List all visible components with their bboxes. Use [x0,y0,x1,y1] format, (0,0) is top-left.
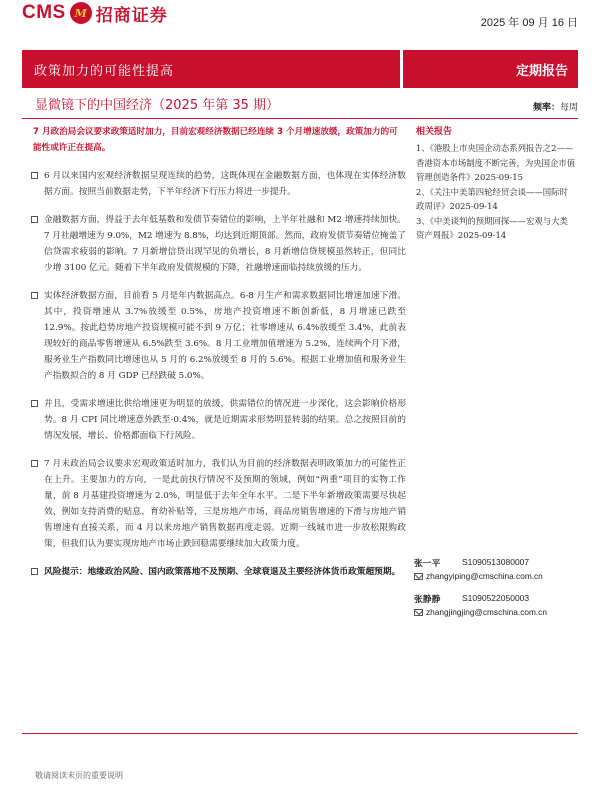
analyst-cert-number: S1090522050003 [462,593,530,603]
company-logo [22,0,168,26]
report-title: 政策加力的可能性提高 [34,64,175,79]
bottom-divider [22,733,578,734]
frequency [533,100,578,113]
analyst-email[interactable]: zhangyiping@cmschina.com.cn [426,571,543,581]
title-banner [22,50,400,88]
logo-emblem-icon: M [70,2,92,24]
related-report-item[interactable]: 1、《港股上市央国企动态系列报告之2——香港资本市场制度不断完善，为央国企市值管理创造条件》2025-09-15 [416,143,576,182]
page-header [0,0,600,40]
related-reports-title: 相关报告 [416,127,453,137]
checkbox-bullet-icon [31,460,38,467]
paragraph-3: 实体经济数据方面，目前看 5 月是年内数据高点。6-8 月生产和需求数据同比增速加速下滑。其中，投资增速从 3.7%放缓至 0.5%，房地产投资增速不断创新低，8 月增速已跌至 12.9%。按此趋势房地产投资规模可能不到 9 万亿；社零增速从 6.4%放缓至 3.4%，此前表现较好的商品零售增速从 6.5%跌至 3.6%。8 月工业增加值增速为 5.2%，连续两个月下滑，服务业生产指数同比增速也从 5 月的 6.2%放缓至 8 月的 5.6%。根据工业增加值和服务业生产指数拟合的 8 月 GDP 已经跌破 5.0%。 [28,288,406,384]
checkbox-bullet-icon [31,216,38,223]
report-date: 2025 年 09 月 16 日 [480,17,578,29]
analyst-name: 张一平 [414,559,441,569]
checkbox-bullet-icon [31,568,38,575]
related-report-item[interactable]: 3、《中美谈判的预期回探——宏观与大类资产周报》2025-09-14 [416,215,568,240]
paragraph-4: 并且，受需求增速比供给增速更为明显的放缓，供需错位的情况进一步深化，这会影响价格形势。8 月 CPI 同比增速意外跌至-0.4%，就是近期需求形势明显转弱的结果。总之按照目前的情况发展，增长、价格都面临下行风险。 [28,396,406,444]
report-subtitle: 显微镜下的中国经济（2025 年第 35 期） [35,98,280,113]
analyst-block [414,556,584,620]
analyst-name: 张静静 [414,595,441,605]
email-icon [414,609,423,616]
paragraph-5: 7 月末政治局会议要求宏观政策适时加力，我们认为目前的经济数据表明政策加力的可能性正在上升。主要加力的方向，一是此前执行情况不及预期的领域，例如“两重”项目的实物工作量，前 8 月基建投资增速为 2.0%，明显低于去年全年水平。二是下半年新增政策需要尽快起效，例如支持消费的贴息、育幼补贴等，三是房地产市场，商品房销售增速的下滑与房地产销售增速有直接关系，而 4 月以来房地产销售数据再度走弱。近期一线城市进一步放松限购政策，但我们认为要实现房地产市场止跌回稳需要继续加大政策力度。 [28,456,406,552]
risk-warning: 风险提示：地缘政治风险、国内政策落地不及预期、全球衰退及主要经济体货币政策超预期。 [28,564,406,580]
related-reports [416,124,576,243]
main-content [28,124,406,580]
email-icon [414,573,423,580]
summary-text: 7 月政治局会议要求政策适时加力，目前宏观经济数据已经连续 3 个月增速放缓，政策加力的可能性或许正在提高。 [33,127,398,153]
checkbox-bullet-icon [31,292,38,299]
checkbox-bullet-icon [31,400,38,407]
logo-chinese-text: 招商证券 [95,5,168,26]
top-divider [22,118,578,119]
paragraph-1: 6 月以来国内宏观经济数据呈现连续的趋势，这既体现在金融数据方面，也体现在实体经济数据方面。按照当前数据走势，下半年经济下行压力将进一步提升。 [28,168,406,200]
footer-note: 敬请阅读末页的重要说明 [35,771,123,780]
related-report-item[interactable]: 2、《关注中美第四轮经贸会谈——国际时政周评》2025-09-14 [416,186,568,211]
frequency-label: 频率： [532,103,560,113]
related-reports-list [416,141,576,243]
frequency-value: 每周 [559,103,578,113]
report-type-banner [403,50,578,88]
report-type: 定期报告 [515,64,568,79]
logo-latin-text: CMS [22,2,66,23]
paragraph-2: 金融数据方面，得益于去年低基数和发债节奏错位的影响，上半年社融和 M2 增速持续加快。7 月社融增速为 9.0%，M2 增速为 8.8%，均达到近期顶部。然而，政府发债节奏错位掩盖了信贷需求疲弱的影响。7 月新增信贷出现罕见的负增长，8 月新增信贷规模虽然转正，但同比少增 3100 亿元。随着下半年政府发债规模的下降，社融增速面临持续放缓的压力。 [28,212,406,276]
analyst-cert-number: S1090513080007 [462,557,530,567]
analyst-email[interactable]: zhangjingjing@cmschina.com.cn [426,607,547,617]
checkbox-bullet-icon [31,172,38,179]
